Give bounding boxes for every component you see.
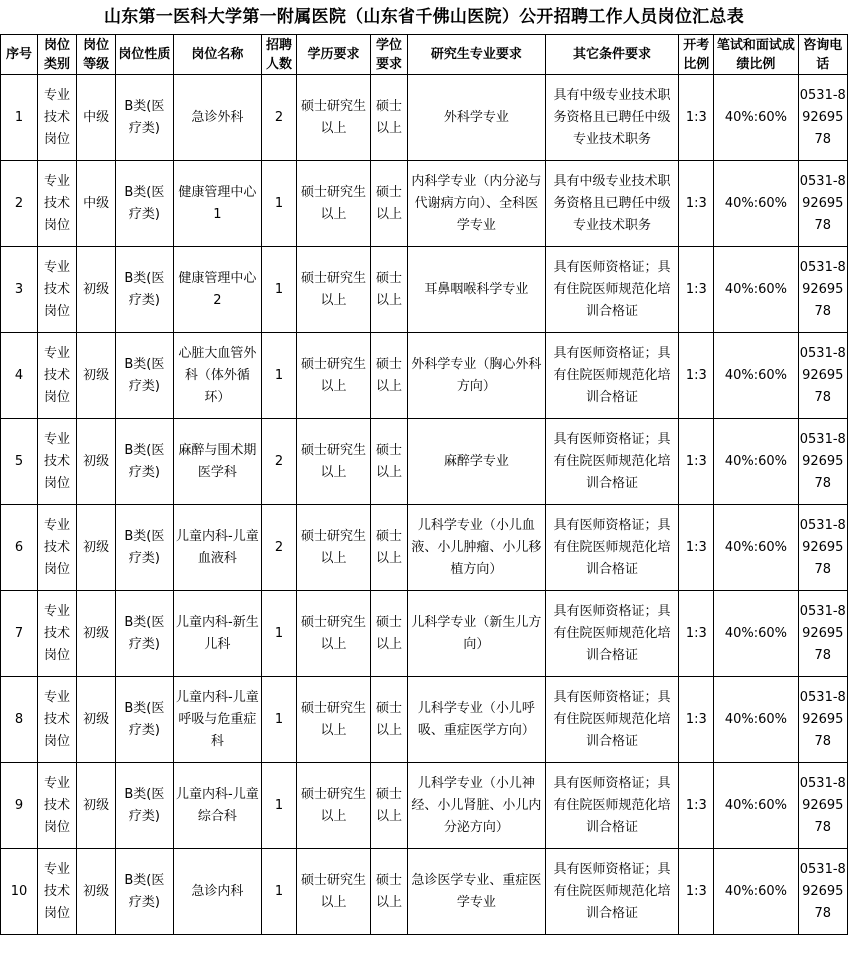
cell-ratio: 1:3	[679, 75, 714, 161]
cell-major: 外科学专业	[407, 75, 545, 161]
cell-seq: 6	[1, 505, 38, 591]
cell-education: 硕士研究生以上	[296, 763, 370, 849]
cell-other: 具有医师资格证；具有住院医师规范化培训合格证	[545, 849, 679, 935]
cell-category: 专业技术岗位	[38, 161, 77, 247]
cell-count: 2	[262, 75, 297, 161]
cell-count: 1	[262, 161, 297, 247]
cell-phone: 0531-89269578	[798, 677, 847, 763]
cell-nature: B类(医疗类)	[116, 247, 174, 333]
cell-ratio: 1:3	[679, 677, 714, 763]
cell-education: 硕士研究生以上	[296, 591, 370, 677]
header-count: 招聘人数	[262, 35, 297, 75]
header-ratio: 开考比例	[679, 35, 714, 75]
cell-name: 儿童内科-儿童呼吸与危重症科	[173, 677, 261, 763]
cell-degree: 硕士以上	[370, 505, 407, 591]
cell-phone: 0531-89269578	[798, 419, 847, 505]
cell-degree: 硕士以上	[370, 419, 407, 505]
cell-education: 硕士研究生以上	[296, 247, 370, 333]
cell-category: 专业技术岗位	[38, 763, 77, 849]
cell-nature: B类(医疗类)	[116, 591, 174, 677]
cell-nature: B类(医疗类)	[116, 505, 174, 591]
cell-category: 专业技术岗位	[38, 849, 77, 935]
cell-ratio: 1:3	[679, 333, 714, 419]
cell-education: 硕士研究生以上	[296, 505, 370, 591]
cell-level: 初级	[77, 591, 116, 677]
header-other: 其它条件要求	[545, 35, 679, 75]
cell-name: 儿童内科-儿童综合科	[173, 763, 261, 849]
cell-name: 麻醉与围术期医学科	[173, 419, 261, 505]
cell-score: 40%:60%	[714, 677, 798, 763]
cell-other: 具有医师资格证；具有住院医师规范化培训合格证	[545, 763, 679, 849]
cell-seq: 2	[1, 161, 38, 247]
cell-seq: 3	[1, 247, 38, 333]
cell-phone: 0531-89269578	[798, 247, 847, 333]
cell-score: 40%:60%	[714, 161, 798, 247]
table-row	[1, 505, 848, 591]
table-row	[1, 677, 848, 763]
cell-degree: 硕士以上	[370, 849, 407, 935]
cell-ratio: 1:3	[679, 591, 714, 677]
cell-major: 儿科学专业（小儿神经、小儿肾脏、小儿内分泌方向）	[407, 763, 545, 849]
cell-degree: 硕士以上	[370, 591, 407, 677]
table-row	[1, 849, 848, 935]
cell-nature: B类(医疗类)	[116, 849, 174, 935]
table-row	[1, 75, 848, 161]
cell-level: 中级	[77, 75, 116, 161]
cell-ratio: 1:3	[679, 763, 714, 849]
cell-phone: 0531-89269578	[798, 333, 847, 419]
header-education: 学历要求	[296, 35, 370, 75]
cell-count: 2	[262, 419, 297, 505]
cell-nature: B类(医疗类)	[116, 161, 174, 247]
cell-category: 专业技术岗位	[38, 505, 77, 591]
cell-major: 儿科学专业（小儿呼吸、重症医学方向）	[407, 677, 545, 763]
header-level: 岗位等级	[77, 35, 116, 75]
cell-major: 儿科学专业（新生儿方向）	[407, 591, 545, 677]
cell-count: 1	[262, 849, 297, 935]
cell-score: 40%:60%	[714, 247, 798, 333]
cell-ratio: 1:3	[679, 247, 714, 333]
cell-name: 急诊内科	[173, 849, 261, 935]
positions-table	[0, 34, 848, 935]
cell-other: 具有医师资格证；具有住院医师规范化培训合格证	[545, 419, 679, 505]
cell-major: 急诊医学专业、重症医学专业	[407, 849, 545, 935]
cell-other: 具有中级专业技术职务资格且已聘任中级专业技术职务	[545, 161, 679, 247]
cell-major: 麻醉学专业	[407, 419, 545, 505]
cell-other: 具有医师资格证；具有住院医师规范化培训合格证	[545, 247, 679, 333]
cell-nature: B类(医疗类)	[116, 677, 174, 763]
cell-education: 硕士研究生以上	[296, 677, 370, 763]
table-row	[1, 333, 848, 419]
cell-ratio: 1:3	[679, 161, 714, 247]
cell-count: 1	[262, 677, 297, 763]
cell-education: 硕士研究生以上	[296, 849, 370, 935]
cell-level: 中级	[77, 161, 116, 247]
cell-category: 专业技术岗位	[38, 591, 77, 677]
cell-name: 健康管理中心1	[173, 161, 261, 247]
cell-score: 40%:60%	[714, 591, 798, 677]
cell-other: 具有医师资格证；具有住院医师规范化培训合格证	[545, 591, 679, 677]
cell-education: 硕士研究生以上	[296, 333, 370, 419]
cell-level: 初级	[77, 677, 116, 763]
cell-degree: 硕士以上	[370, 677, 407, 763]
cell-seq: 9	[1, 763, 38, 849]
cell-name: 心脏大血管外科（体外循环）	[173, 333, 261, 419]
cell-phone: 0531-89269578	[798, 763, 847, 849]
cell-level: 初级	[77, 333, 116, 419]
cell-seq: 7	[1, 591, 38, 677]
cell-category: 专业技术岗位	[38, 333, 77, 419]
cell-education: 硕士研究生以上	[296, 75, 370, 161]
cell-major: 内科学专业（内分泌与代谢病方向）、全科医学专业	[407, 161, 545, 247]
cell-ratio: 1:3	[679, 849, 714, 935]
cell-seq: 4	[1, 333, 38, 419]
cell-phone: 0531-89269578	[798, 161, 847, 247]
cell-category: 专业技术岗位	[38, 677, 77, 763]
cell-nature: B类(医疗类)	[116, 333, 174, 419]
cell-phone: 0531-89269578	[798, 591, 847, 677]
table-row	[1, 247, 848, 333]
cell-degree: 硕士以上	[370, 247, 407, 333]
cell-score: 40%:60%	[714, 75, 798, 161]
cell-nature: B类(医疗类)	[116, 419, 174, 505]
cell-count: 1	[262, 763, 297, 849]
cell-name: 健康管理中心2	[173, 247, 261, 333]
cell-phone: 0531-89269578	[798, 505, 847, 591]
header-nature: 岗位性质	[116, 35, 174, 75]
cell-score: 40%:60%	[714, 419, 798, 505]
cell-name: 急诊外科	[173, 75, 261, 161]
cell-ratio: 1:3	[679, 419, 714, 505]
table-row	[1, 763, 848, 849]
cell-degree: 硕士以上	[370, 333, 407, 419]
header-row	[1, 35, 848, 75]
cell-other: 具有医师资格证；具有住院医师规范化培训合格证	[545, 677, 679, 763]
header-major: 研究生专业要求	[407, 35, 545, 75]
header-score: 笔试和面试成绩比例	[714, 35, 798, 75]
cell-category: 专业技术岗位	[38, 419, 77, 505]
cell-name: 儿童内科-新生儿科	[173, 591, 261, 677]
cell-nature: B类(医疗类)	[116, 75, 174, 161]
cell-phone: 0531-89269578	[798, 75, 847, 161]
table-row	[1, 161, 848, 247]
cell-phone: 0531-89269578	[798, 849, 847, 935]
cell-level: 初级	[77, 763, 116, 849]
cell-score: 40%:60%	[714, 505, 798, 591]
cell-major: 外科学专业（胸心外科方向）	[407, 333, 545, 419]
cell-level: 初级	[77, 849, 116, 935]
cell-degree: 硕士以上	[370, 161, 407, 247]
cell-count: 2	[262, 505, 297, 591]
cell-seq: 1	[1, 75, 38, 161]
cell-seq: 10	[1, 849, 38, 935]
header-phone: 咨询电话	[798, 35, 847, 75]
cell-name: 儿童内科-儿童血液科	[173, 505, 261, 591]
cell-education: 硕士研究生以上	[296, 161, 370, 247]
table-row	[1, 419, 848, 505]
header-degree: 学位要求	[370, 35, 407, 75]
header-name: 岗位名称	[173, 35, 261, 75]
cell-seq: 5	[1, 419, 38, 505]
cell-degree: 硕士以上	[370, 763, 407, 849]
cell-ratio: 1:3	[679, 505, 714, 591]
cell-other: 具有中级专业技术职务资格且已聘任中级专业技术职务	[545, 75, 679, 161]
cell-score: 40%:60%	[714, 763, 798, 849]
cell-other: 具有医师资格证；具有住院医师规范化培训合格证	[545, 505, 679, 591]
header-seq: 序号	[1, 35, 38, 75]
cell-count: 1	[262, 247, 297, 333]
cell-category: 专业技术岗位	[38, 75, 77, 161]
cell-score: 40%:60%	[714, 849, 798, 935]
page-title: 山东第一医科大学第一附属医院（山东省千佛山医院）公开招聘工作人员岗位汇总表	[103, 7, 745, 27]
table-row	[1, 591, 848, 677]
header-category: 岗位类别	[38, 35, 77, 75]
cell-major: 耳鼻咽喉科学专业	[407, 247, 545, 333]
cell-level: 初级	[77, 419, 116, 505]
cell-score: 40%:60%	[714, 333, 798, 419]
cell-level: 初级	[77, 505, 116, 591]
cell-degree: 硕士以上	[370, 75, 407, 161]
cell-other: 具有医师资格证；具有住院医师规范化培训合格证	[545, 333, 679, 419]
cell-major: 儿科学专业（小儿血液、小儿肿瘤、小儿移植方向）	[407, 505, 545, 591]
cell-count: 1	[262, 591, 297, 677]
cell-seq: 8	[1, 677, 38, 763]
cell-nature: B类(医疗类)	[116, 763, 174, 849]
cell-category: 专业技术岗位	[38, 247, 77, 333]
cell-level: 初级	[77, 247, 116, 333]
cell-count: 1	[262, 333, 297, 419]
cell-education: 硕士研究生以上	[296, 419, 370, 505]
